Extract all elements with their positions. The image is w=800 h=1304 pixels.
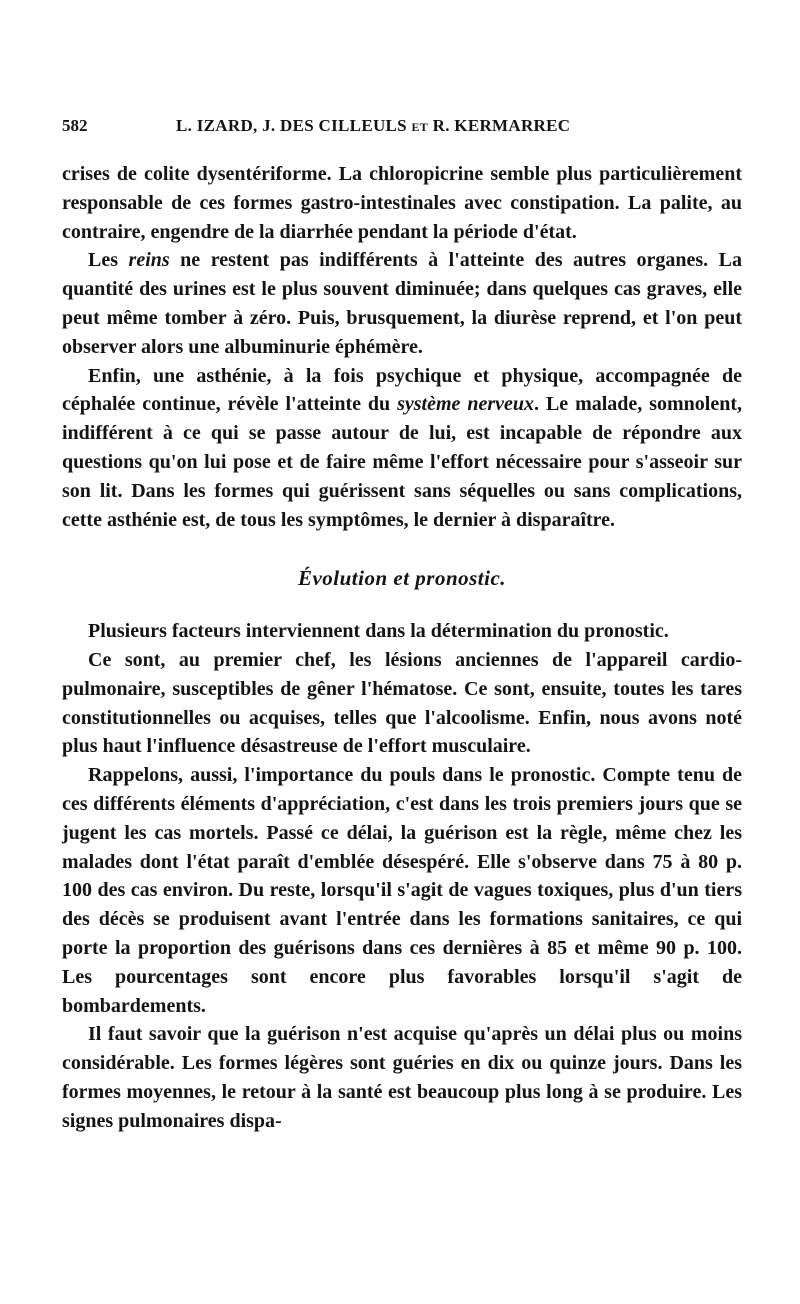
paragraph-2 xyxy=(62,246,742,361)
paragraph-3-text-b: . Le malade, somnolent, indifférent à ce qui se passe autour de lui, est incapable de répondre aux questions qu'on lui pose et de faire même l'effort nécessaire pour s'asseoir sur son lit. Dans les formes qui guérissent sans séquelles ou sans complications, cette asthénie est, de tous les symptômes, le dernier à disparaître. xyxy=(62,393,742,531)
paragraph-2-text-a: Les xyxy=(88,249,129,272)
page-number: 582 xyxy=(62,116,88,135)
running-head: L. IZARD, J. DES CILLEULS et R. KERMARREC xyxy=(176,116,571,135)
paragraph-2-emphasis: reins xyxy=(128,249,170,272)
body-text xyxy=(62,160,742,1136)
paragraph-5: Ce sont, au premier chef, les lésions anciennes de l'appareil cardio-pulmonaire, susceptibles de gêner l'hématose. Ce sont, ensuite, toutes les tares constitutionnelles ou acquises, telles que l'alcoolisme. Enfin, nous avons noté plus haut l'influence désastreuse de l'effort musculaire. xyxy=(62,648,742,758)
paragraph-7: Il faut savoir que la guérison n'est acquise qu'après un délai plus ou moins considérable. Les formes légères sont guéries en dix ou quinze jours. Dans les formes moyennes, le retour à la santé est beaucoup plus long à se produire. Les signes pulmonaires dispa- xyxy=(62,1023,742,1132)
paragraph-1: crises de colite dysentériforme. La chloropicrine semble plus particulièrement responsable de ces formes gastro-intestinales avec constipation. La palite, au contraire, engendre de la diarrhée pendant la période d'état. xyxy=(62,163,742,243)
paragraph-4: Plusieurs facteurs interviennent dans la détermination du pronostic. xyxy=(88,620,669,643)
page-header xyxy=(62,116,742,142)
paragraph-3-text-a: Enfin, une asthénie, à la fois psychique et physique, accompagnée de céphalée continue, révèle l'atteinte du xyxy=(62,364,742,416)
paragraph-2-text-b: ne restent pas indifférents à l'atteinte des autres organes. La quantité des urines est le plus souvent diminuée; dans quelques cas graves, elle peut même tomber à zéro. Puis, brusquement, la diurèse reprend, et l'on peut observer alors une albuminurie éphémère. xyxy=(62,249,743,358)
section-title: Évolution et pronostic. xyxy=(297,566,507,591)
paragraph-6: Rappelons, aussi, l'importance du pouls dans le pronostic. Compte tenu de ces différents éléments d'appréciation, c'est dans les trois premiers jours que se jugent les cas mortels. Passé ce délai, la guérison est la règle, même chez les malades dont l'état paraît d'emblée désespéré. Elle s'observe dans 75 à 80 p. 100 des cas environ. Du reste, lorsqu'il s'agit de vagues toxiques, plus d'un tiers des décès se produisent avant l'entrée dans les formations sanitaires, ce qui porte la proportion des guérisons dans ces dernières à 85 et même 90 p. 100. Les pourcentages sont encore plus favorables lorsqu'il s'agit de bombardements. xyxy=(62,764,742,1017)
paragraph-3 xyxy=(62,362,742,535)
paragraph-3-emphasis: système nerveux xyxy=(397,393,535,416)
